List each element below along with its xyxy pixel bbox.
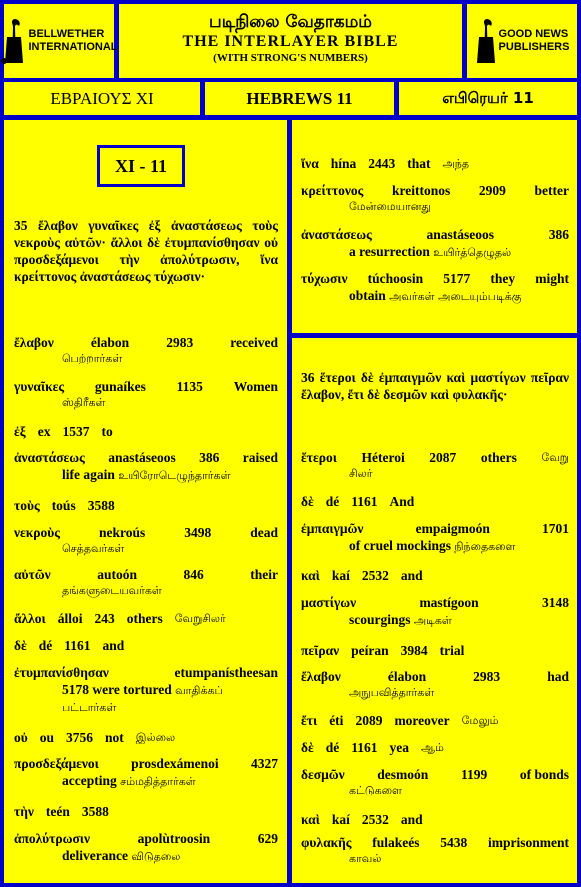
word-entry: ἄλλοι álloi 243 others வேறுசிலர்: [14, 611, 226, 626]
word-entry: ἀπολύτρωσιν apolùtroosin 629 deliverance விடுதலை: [14, 831, 278, 863]
verse-reference-badge: XI - 11: [97, 145, 185, 187]
word-entry: τύχωσιν túchoosin 5177 they might obtain அவர்கள் அடையும்படிக்கு: [301, 271, 569, 303]
word-entry: ἀναστάσεως anastáseoos 386 raised life again உயிரோடெழுந்தார்கள்: [14, 450, 278, 482]
word-entry: πεῖραν peíran 3984 trial: [301, 643, 465, 658]
word-entry: μαστίγων mastígoon 3148 scourgings அடிகள்: [301, 595, 569, 627]
word-entry: ἕτεροι Héteroi 2087 others வேறு சிலர்: [301, 450, 569, 480]
word-entry: ἐτυμπανίσθησαν etumpanístheesan 5178 were tortured வாதிக்கப் பட்டார்கள்: [14, 665, 278, 714]
word-entry: ἐμπαιγμῶν empaigmoón 1701 of cruel mockings நிந்தைகளை: [301, 521, 569, 553]
word-entry: φυλακῆς fulakeés 5438 imprisonment காவல்: [301, 835, 569, 865]
shepherd-icon: [475, 17, 497, 65]
bellwether-logo: [1, 17, 118, 65]
word-entry: δεσμῶν desmoón 1199 of bonds கட்டுகளை: [301, 767, 569, 797]
title-tamil: படிநிலை வேதாகமம்: [209, 12, 372, 32]
word-entry: γυναῖκες gunaíkes 1135 Women ஸ்திரீகள்: [14, 379, 278, 409]
title-box: [119, 4, 462, 78]
word-entry: τὴν teén 3588: [14, 804, 109, 819]
logo-right-line2: PUBLISHERS: [498, 41, 570, 53]
word-entry: δὲ dé 1161 and: [14, 638, 125, 653]
word-entry: καὶ kaí 2532 and: [301, 812, 423, 827]
word-entry: ἀναστάσεως anastáseoos 386 a resurrection உயிர்த்தெழுதல்: [301, 227, 569, 259]
word-entry: ἵνα hína 2443 that அந்த: [301, 156, 469, 171]
good-news-logo: [475, 17, 570, 65]
header-greek: ΕΒΡΑΙΟΥΣ XI: [4, 82, 200, 115]
shepherd-icon: [1, 17, 27, 65]
word-entry: δὲ dé 1161 yea ஆம்: [301, 740, 444, 755]
word-entry: ἔλαβον élabon 2983 had அநுபவித்தார்கள்: [301, 669, 569, 699]
word-entry: τοὺς toús 3588: [14, 498, 115, 513]
header-tamil: எபிரெயர் 11: [399, 82, 577, 115]
title-main: THE INTERLAYER BIBLE: [182, 33, 399, 50]
word-entry: νεκροὺς nekroús 3498 dead செத்தவர்கள்: [14, 525, 278, 555]
word-entry: ἔτι éti 2089 moreover மேலும்: [301, 713, 499, 728]
word-entry: ἐξ ex 1537 to: [14, 424, 113, 439]
verse-36-greek: 36 ἕτεροι δὲ ἐμπαιγμῶν καὶ μαστίγων πεῖραν ἔλαβον, ἔτι δὲ δεσμῶν καὶ φυλακῆς·: [301, 370, 569, 402]
header-english: HEBREWS 11: [205, 82, 394, 115]
word-entry: προσδεξάμενοι prosdexámenoi 4327 accepting சம்மதித்தார்கள்: [14, 756, 278, 788]
logo-right-line1: GOOD NEWS: [498, 28, 569, 40]
word-entry: δὲ dé 1161 And: [301, 494, 415, 509]
logo-right-box: [467, 4, 577, 78]
logo-left-line2: INTERNATIONAL: [28, 41, 118, 53]
word-entry: ἔλαβον élabon 2983 received பெற்றார்கள்: [14, 335, 278, 365]
logo-left-box: [4, 4, 118, 78]
word-entry: καὶ kaí 2532 and: [301, 568, 423, 583]
word-entry: αὐτῶν autoón 846 their தங்களுடையவர்கள்: [14, 567, 278, 597]
logo-left-line1: BELLWETHER: [28, 28, 105, 40]
title-sub: (WITH STRONG'S NUMBERS): [213, 52, 368, 64]
word-entry: κρείττονος kreittonos 2909 better மேன்மையானது: [301, 183, 569, 213]
word-entry: οὐ ou 3756 not இல்லை: [14, 730, 176, 745]
verse-35-greek: 35 ἔλαβον γυναῖκες ἐξ ἀναστάσεως τοὺς νεκροὺς αὐτῶν· ἄλλοι δὲ ἐτυμπανίσθησαν οὐ προσδεξάμενοι τὴν ἀπολύτρωσιν, ἵνα κρείττονος ἀναστάσεως τύχωσιν·: [14, 218, 278, 284]
